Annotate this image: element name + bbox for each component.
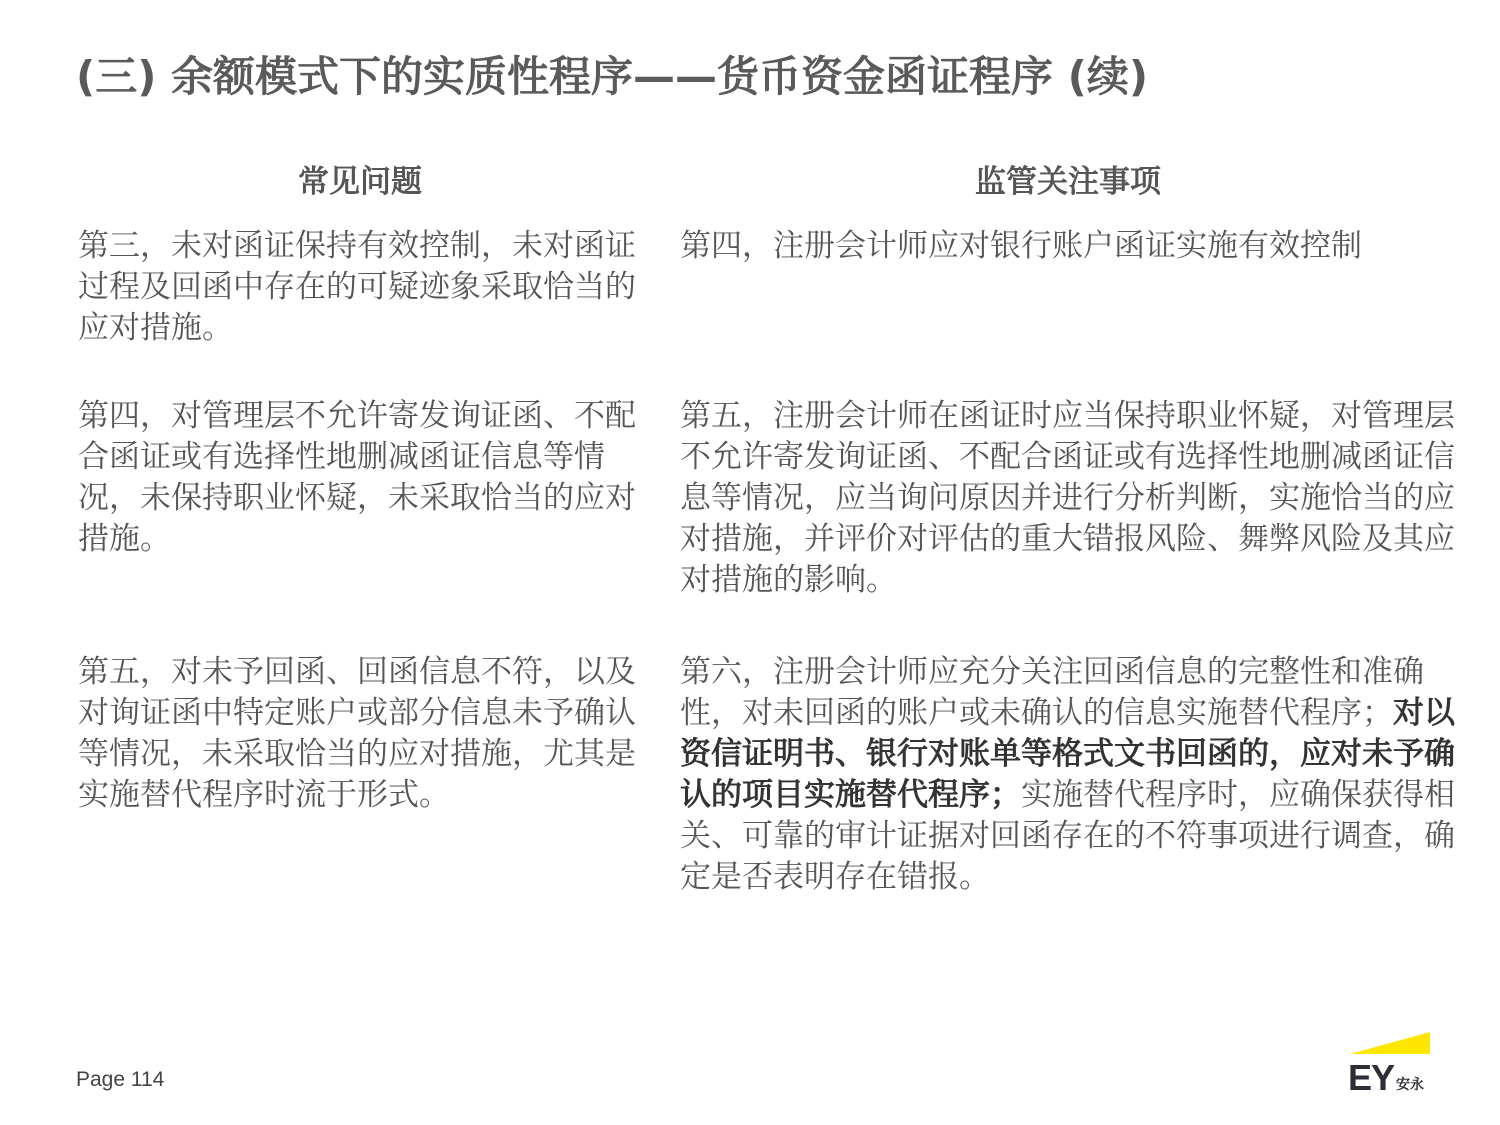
- regulatory-focus-6-part2: 实施替代程序时，应确保获得相关、可靠的审计证据对回函存在的不符事项进行调查，确定是否表明存在错报。: [680, 777, 1455, 895]
- page-number: Page 114: [76, 1068, 165, 1091]
- slide-title: (三) 余额模式下的实质性程序——货币资金函证程序 (续): [76, 52, 1149, 101]
- regulatory-focus-6: [680, 652, 1460, 898]
- ey-logo-mark: EY: [1348, 1057, 1395, 1098]
- ey-yellow-beam-icon: [1350, 1032, 1430, 1054]
- regulatory-focus-4: 第四，注册会计师应对银行账户函证实施有效控制: [680, 228, 1362, 264]
- ey-logo: [1346, 1032, 1436, 1100]
- common-issue-3: 第三，未对函证保持有效控制，未对函证过程及回函中存在的可疑迹象采取恰当的应对措施。: [78, 228, 636, 346]
- common-issue-4: 第四，对管理层不允许寄发询证函、不配合函证或有选择性地删减函证信息等情况，未保持职业怀疑，未采取恰当的应对措施。: [78, 398, 636, 557]
- common-issue-5: 第五，对未予回函、回函信息不符，以及对询证函中特定账户或部分信息未予确认等情况，未采取恰当的应对措施，尤其是实施替代程序时流于形式。: [78, 654, 636, 813]
- regulatory-focus-5: 第五，注册会计师在函证时应当保持职业怀疑，对管理层不允许寄发询证函、不配合函证或有选择性地删减函证信息等情况，应当询问原因并进行分析判断，实施恰当的应对措施，并评价对评估的重大错报风险、舞弊风险及其应对措施的影响。: [680, 398, 1455, 598]
- left-column-heading: 常见问题: [298, 164, 422, 200]
- regulatory-focus-6-bold: 对以资信证明书、银行对账单等格式文书回函的，应对未予确认的项目实施替代程序；: [680, 695, 1455, 813]
- right-column-heading: 监管关注事项: [975, 164, 1161, 200]
- ey-logo-chinese-name: 安永: [1396, 1077, 1424, 1093]
- regulatory-focus-6-part1: 第六，注册会计师应充分关注回函信息的完整性和准确性，对未回函的账户或未确认的信息实施替代程序；: [680, 654, 1424, 731]
